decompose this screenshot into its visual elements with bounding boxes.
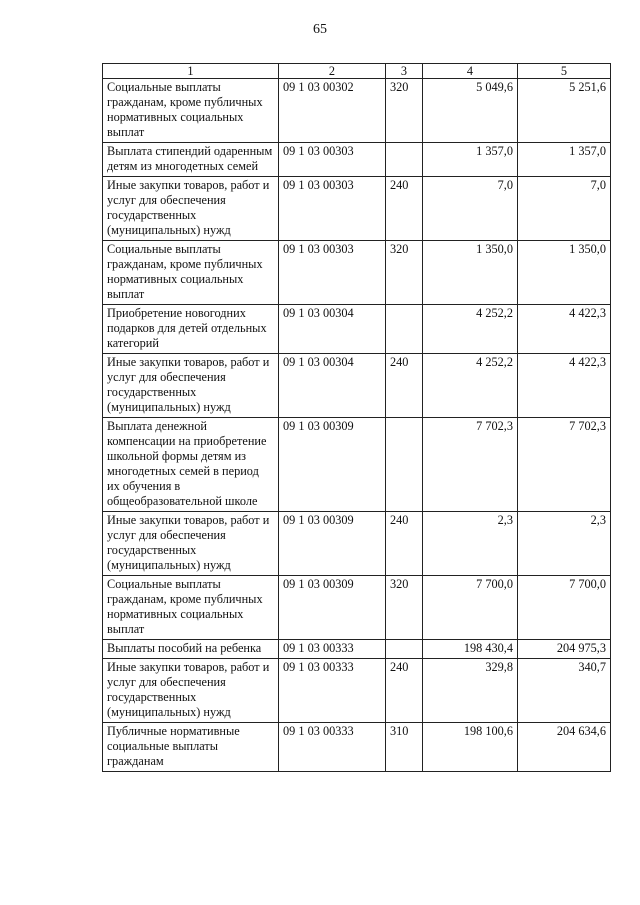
cell-code: 09 1 03 00304 xyxy=(279,354,386,418)
page-number: 65 xyxy=(313,22,327,37)
cell-amount-year-2: 7 700,0 xyxy=(518,576,611,640)
cell-amount-year-2: 204 634,6 xyxy=(518,723,611,772)
cell-code: 09 1 03 00333 xyxy=(279,659,386,723)
budget-table xyxy=(102,63,611,772)
table-row xyxy=(103,418,611,512)
cell-amount-year-2: 2,3 xyxy=(518,512,611,576)
cell-code: 09 1 03 00309 xyxy=(279,418,386,512)
cell-amount-year-1: 1 350,0 xyxy=(423,241,518,305)
cell-name: Приобретение новогодних подарков для детей отдельных категорий xyxy=(103,305,279,354)
cell-code: 09 1 03 00302 xyxy=(279,79,386,143)
cell-expense-type: 320 xyxy=(386,576,423,640)
table-row xyxy=(103,659,611,723)
cell-expense-type xyxy=(386,640,423,659)
table-row xyxy=(103,512,611,576)
cell-expense-type xyxy=(386,143,423,177)
cell-amount-year-1: 1 357,0 xyxy=(423,143,518,177)
cell-expense-type xyxy=(386,305,423,354)
cell-name: Социальные выплаты гражданам, кроме публичных нормативных социальных выплат xyxy=(103,576,279,640)
table-row xyxy=(103,177,611,241)
table-row xyxy=(103,143,611,177)
cell-code: 09 1 03 00309 xyxy=(279,512,386,576)
cell-expense-type: 310 xyxy=(386,723,423,772)
table-row xyxy=(103,305,611,354)
cell-name: Иные закупки товаров, работ и услуг для обеспечения государственных (муниципальных) нужд xyxy=(103,177,279,241)
cell-code: 09 1 03 00333 xyxy=(279,723,386,772)
cell-amount-year-2: 7,0 xyxy=(518,177,611,241)
cell-amount-year-2: 340,7 xyxy=(518,659,611,723)
cell-amount-year-1: 4 252,2 xyxy=(423,354,518,418)
header-col-3: 3 xyxy=(386,64,423,79)
cell-amount-year-1: 7 702,3 xyxy=(423,418,518,512)
cell-amount-year-2: 5 251,6 xyxy=(518,79,611,143)
table-row xyxy=(103,354,611,418)
cell-expense-type: 240 xyxy=(386,659,423,723)
table-row xyxy=(103,576,611,640)
header-row xyxy=(103,64,611,79)
table-row xyxy=(103,723,611,772)
cell-code: 09 1 03 00303 xyxy=(279,241,386,305)
cell-amount-year-1: 198 100,6 xyxy=(423,723,518,772)
cell-code: 09 1 03 00303 xyxy=(279,177,386,241)
cell-name: Выплата денежной компенсации на приобретение школьной формы детям из многодетных семей в период их обучения в общеобразовательной школе xyxy=(103,418,279,512)
cell-expense-type xyxy=(386,418,423,512)
header-col-2: 2 xyxy=(279,64,386,79)
header-col-5: 5 xyxy=(518,64,611,79)
cell-name: Социальные выплаты гражданам, кроме публичных нормативных социальных выплат xyxy=(103,79,279,143)
cell-code: 09 1 03 00309 xyxy=(279,576,386,640)
cell-code: 09 1 03 00303 xyxy=(279,143,386,177)
cell-amount-year-2: 1 350,0 xyxy=(518,241,611,305)
table-row xyxy=(103,79,611,143)
cell-code: 09 1 03 00304 xyxy=(279,305,386,354)
header-col-4: 4 xyxy=(423,64,518,79)
cell-amount-year-1: 7,0 xyxy=(423,177,518,241)
cell-amount-year-1: 5 049,6 xyxy=(423,79,518,143)
cell-amount-year-2: 204 975,3 xyxy=(518,640,611,659)
cell-name: Социальные выплаты гражданам, кроме публичных нормативных социальных выплат xyxy=(103,241,279,305)
cell-name: Иные закупки товаров, работ и услуг для обеспечения государственных (муниципальных) нужд xyxy=(103,354,279,418)
cell-amount-year-1: 198 430,4 xyxy=(423,640,518,659)
cell-code: 09 1 03 00333 xyxy=(279,640,386,659)
cell-expense-type: 240 xyxy=(386,354,423,418)
cell-expense-type: 240 xyxy=(386,177,423,241)
cell-amount-year-1: 7 700,0 xyxy=(423,576,518,640)
cell-amount-year-1: 2,3 xyxy=(423,512,518,576)
cell-amount-year-2: 7 702,3 xyxy=(518,418,611,512)
cell-expense-type: 240 xyxy=(386,512,423,576)
header-col-1: 1 xyxy=(103,64,279,79)
table-row xyxy=(103,640,611,659)
cell-name: Публичные нормативные социальные выплаты гражданам xyxy=(103,723,279,772)
cell-name: Иные закупки товаров, работ и услуг для обеспечения государственных (муниципальных) нужд xyxy=(103,512,279,576)
cell-expense-type: 320 xyxy=(386,79,423,143)
cell-expense-type: 320 xyxy=(386,241,423,305)
cell-name: Иные закупки товаров, работ и услуг для обеспечения государственных (муниципальных) нужд xyxy=(103,659,279,723)
cell-amount-year-2: 1 357,0 xyxy=(518,143,611,177)
cell-name: Выплаты пособий на ребенка xyxy=(103,640,279,659)
cell-amount-year-1: 329,8 xyxy=(423,659,518,723)
cell-amount-year-2: 4 422,3 xyxy=(518,305,611,354)
table-row xyxy=(103,241,611,305)
cell-amount-year-2: 4 422,3 xyxy=(518,354,611,418)
cell-amount-year-1: 4 252,2 xyxy=(423,305,518,354)
cell-name: Выплата стипендий одаренным детям из многодетных семей xyxy=(103,143,279,177)
